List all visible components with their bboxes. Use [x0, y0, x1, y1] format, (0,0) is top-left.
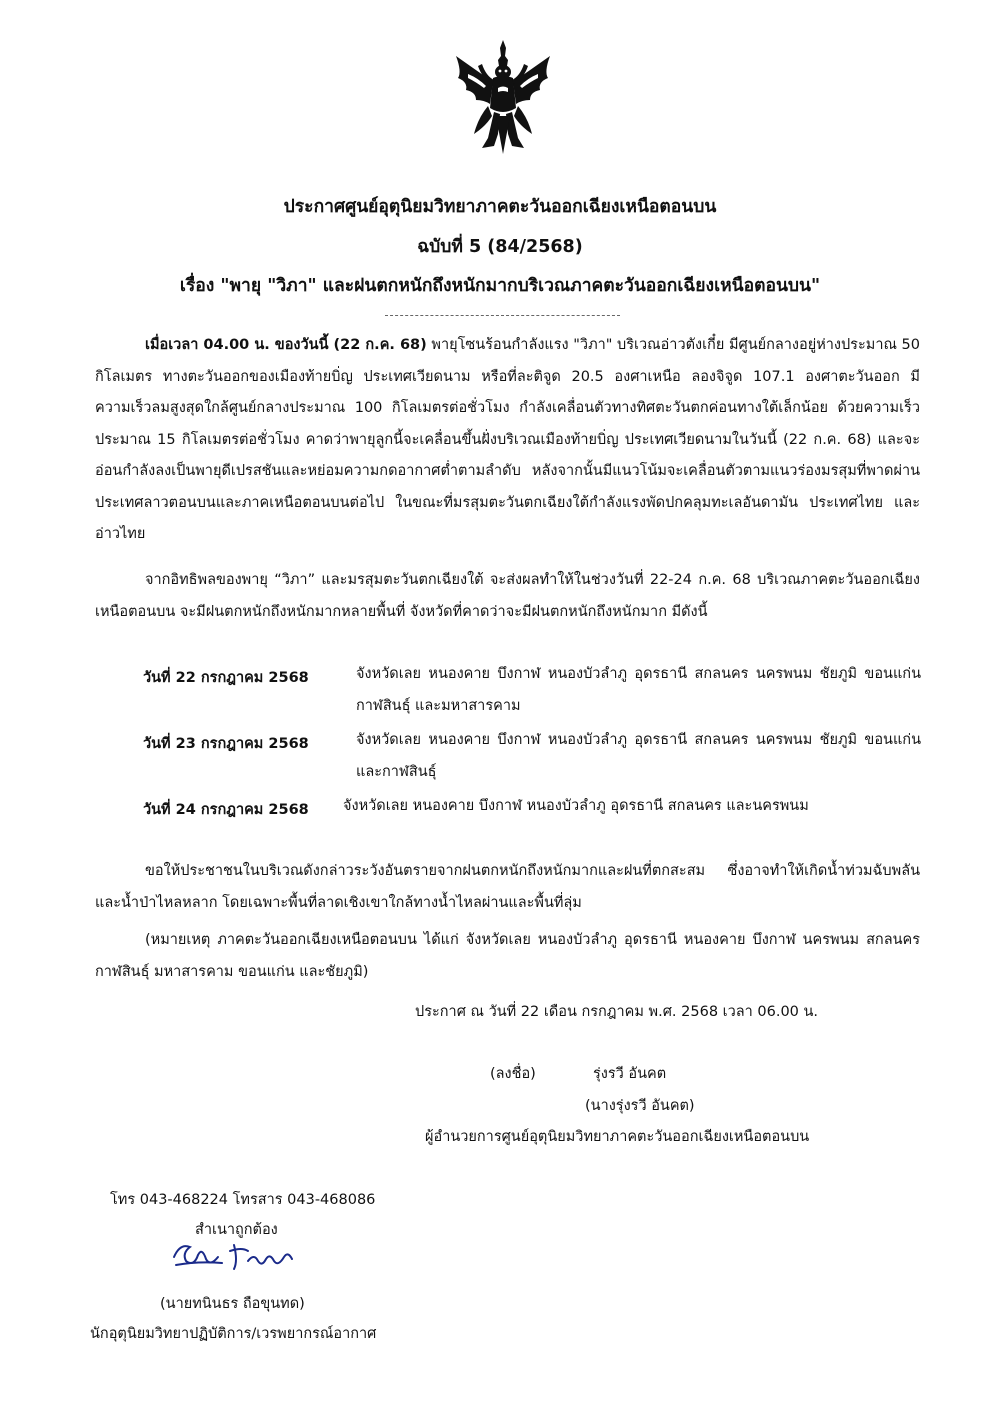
day-date-22: วันที่ 22 กรกฎาคม 2568	[143, 670, 309, 686]
certified-label: สำเนาถูกต้อง	[195, 1222, 278, 1238]
signature-label: (ลงชื่อ)	[490, 1066, 536, 1082]
handwritten-signature-icon	[168, 1237, 298, 1279]
page-title: ประกาศศูนย์อุตุนิยมวิทยาภาคตะวันออกเฉียงเหนือตอนบน	[283, 197, 717, 217]
certifier-name: (นายทนินธร ถือขุนทด)	[160, 1296, 305, 1312]
paragraph-lead: เมื่อเวลา 04.00 น. ของวันนี้ (22 ก.ค. 68)	[145, 337, 427, 353]
certifier-position: นักอุตุนิยมวิทยาปฏิบัติการ/เวรพยากรณ์อากาศ	[90, 1326, 377, 1342]
garuda-emblem-icon	[448, 38, 558, 156]
paragraph-storm-status	[95, 330, 920, 551]
day-provinces-22: จังหวัดเลย หนองคาย บึงกาฬ หนองบัวลำภู อุดรธานี สกลนคร นครพนม ชัยภูมิ ขอนแก่น กาฬสินธุ์ และมหาสารคาม	[356, 666, 921, 714]
day-date-24: วันที่ 24 กรกฎาคม 2568	[143, 802, 309, 818]
subject-heading: เรื่อง "พายุ "วิภา" และฝนตกหนักถึงหนักมากบริเวณภาคตะวันออกเฉียงเหนือตอนบน"	[179, 276, 821, 296]
paragraph-text: พายุโซนร้อนกำลังแรง "วิภา" บริเวณอ่าวตังเกี๋ย มีศูนย์กลางอยู่ห่างประมาณ 50 กิโลเมตร ทางตะวันออกของเมืองท้ายบิ่ญ ประเทศเวียดนาม หรือที่ละติจูด 20.5 องศาเหนือ ลองจิจูด 107.1 องศาตะวันออก มีความเร็วลมสูงสุดใกล้ศูนย์กลางประมาณ 100 กิโลเมตรต่อชั่วโมง กำลังเคลื่อนตัวทางทิศตะวันตกค่อนทางใต้เล็กน้อย ด้วยความเร็วประมาณ 15 กิโลเมตรต่อชั่วโมง คาดว่าพายุลูกนี้จะเคลื่อนขึ้นฝั่งบริเวณเมืองท้ายบิ่ญ ประเทศเวียดนามในวันนี้ (22 ก.ค. 68) และจะอ่อนกำลังลงเป็นพายุดีเปรสชันและหย่อมความกดอากาศต่ำตามลำดับ หลังจากนั้นมีแนวโน้มจะเคลื่อนตัวตามแนวร่องมรสุมที่พาดผ่านประเทศลาวตอนบนและภาคเหนือตอนบนต่อไป ในขณะที่มรสุมตะวันตกเฉียงใต้กำลังแรงพัดปกคลุมทะเลอันดามัน ประเทศไทย และอ่าวไทย	[95, 337, 920, 542]
issue-number: ฉบับที่ 5 (84/2568)	[417, 237, 583, 257]
day-provinces-24: จังหวัดเลย หนองคาย บึงกาฬ หนองบัวลำภู อุดรธานี สกลนคร และนครพนม	[343, 798, 809, 814]
announce-date: ประกาศ ณ วันที่ 22 เดือน กรกฎาคม พ.ศ. 2568 เวลา 06.00 น.	[415, 1004, 819, 1020]
day-provinces-23: จังหวัดเลย หนองคาย บึงกาฬ หนองบัวลำภู อุดรธานี สกลนคร นครพนม ชัยภูมิ ขอนแก่น และกาฬสินธุ์	[356, 732, 921, 780]
signer-signature: รุ่งรวี อันคต	[593, 1066, 667, 1082]
paragraph-warning: ขอให้ประชาชนในบริเวณดังกล่าวระวังอันตรายจากฝนตกหนักถึงหนักมากและฝนที่ตกสะสม ซึ่งอาจทำให้เกิดน้ำท่วมฉับพลัน และน้ำป่าไหลหลาก โดยเฉพาะพื้นที่ลาดเชิงเขาใกล้ทางน้ำไหลผ่านและพื้นที่ลุ่ม	[95, 863, 920, 911]
contact-info: โทร 043-468224 โทรสาร 043-468086	[110, 1192, 376, 1208]
day-date-23: วันที่ 23 กรกฎาคม 2568	[143, 736, 309, 752]
paragraph-note: (หมายเหตุ ภาคตะวันออกเฉียงเหนือตอนบน ได้แก่ จังหวัดเลย หนองบัวลำภู อุดรธานี หนองคาย บึงกาฬ นครพนม สกลนคร กาฬสินธุ์ มหาสารคาม ขอนแก่น และชัยภูมิ)	[95, 932, 920, 980]
signer-name: (นางรุ่งรวี อันคต)	[585, 1098, 695, 1114]
divider	[385, 315, 620, 316]
paragraph-impact: จากอิทธิพลของพายุ “วิภา” และมรสุมตะวันตกเฉียงใต้ จะส่งผลทำให้ในช่วงวันที่ 22-24 ก.ค. 68 บริเวณภาคตะวันออกเฉียงเหนือตอนบน จะมีฝนตกหนักถึงหนักมากหลายพื้นที่ จังหวัดที่คาดว่าจะมีฝนตกหนักถึงหนักมาก มีดังนี้	[95, 572, 920, 620]
signer-position: ผู้อำนวยการศูนย์อุตุนิยมวิทยาภาคตะวันออกเฉียงเหนือตอนบน	[425, 1129, 810, 1145]
